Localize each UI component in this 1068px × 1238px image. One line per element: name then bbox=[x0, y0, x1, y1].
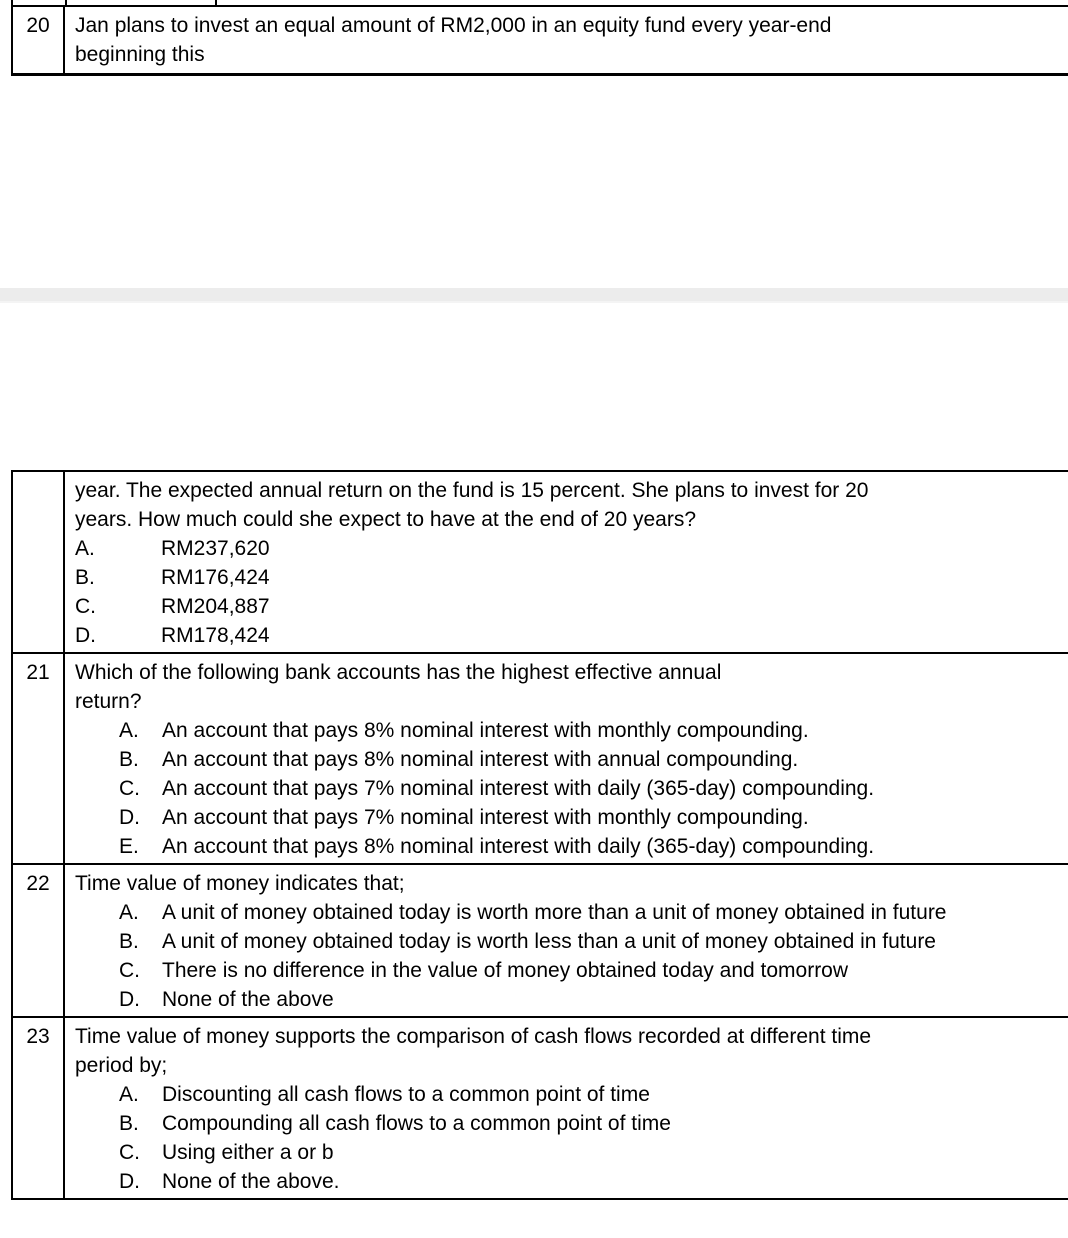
question-number: 22 bbox=[11, 865, 65, 1016]
option-text: Discounting all cash flows to a common point of time bbox=[162, 1083, 650, 1106]
option-item[interactable] bbox=[75, 563, 1062, 592]
cut-off-row-fragment bbox=[11, 0, 1068, 7]
option-list bbox=[75, 534, 1062, 650]
question-stem-line: period by; bbox=[75, 1054, 168, 1077]
option-item[interactable] bbox=[119, 927, 1062, 956]
option-item[interactable] bbox=[119, 1080, 1062, 1109]
option-label: B. bbox=[119, 930, 139, 953]
option-item[interactable] bbox=[119, 1109, 1062, 1138]
table-row bbox=[11, 7, 1068, 76]
option-item[interactable] bbox=[119, 898, 1062, 927]
question-number: 21 bbox=[11, 654, 65, 863]
table-row bbox=[11, 470, 1068, 652]
option-item[interactable] bbox=[119, 745, 1062, 774]
option-item[interactable] bbox=[75, 621, 1062, 650]
question-number: 20 bbox=[11, 7, 65, 73]
option-text: An account that pays 8% nominal interest with daily (365-day) compounding. bbox=[162, 835, 875, 858]
question-stem-line: Which of the following bank accounts has the highest effective annual bbox=[75, 661, 722, 684]
table-row bbox=[11, 1016, 1068, 1200]
question-body bbox=[65, 472, 1068, 652]
option-label: A. bbox=[119, 1083, 139, 1106]
question-stem-line: Time value of money indicates that; bbox=[75, 872, 405, 895]
option-item[interactable] bbox=[119, 956, 1062, 985]
option-text: Compounding all cash flows to a common point of time bbox=[162, 1112, 671, 1135]
option-item[interactable] bbox=[119, 774, 1062, 803]
option-text: An account that pays 8% nominal interest with monthly compounding. bbox=[162, 719, 809, 742]
option-text: RM178,424 bbox=[161, 624, 270, 647]
option-text: A unit of money obtained today is worth less than a unit of money obtained in future bbox=[162, 930, 936, 953]
question-number bbox=[11, 472, 65, 652]
option-item[interactable] bbox=[75, 534, 1062, 563]
option-label: D. bbox=[119, 806, 140, 829]
option-list bbox=[75, 898, 1062, 1014]
question-body bbox=[65, 865, 1068, 1016]
question-stem-line: return? bbox=[75, 690, 142, 713]
page-separator-band bbox=[0, 288, 1068, 303]
option-text: A unit of money obtained today is worth more than a unit of money obtained in future bbox=[162, 901, 947, 924]
question-body bbox=[65, 7, 1068, 73]
option-item[interactable] bbox=[119, 1138, 1062, 1167]
question-stem-line: beginning this bbox=[75, 43, 205, 66]
option-label: D. bbox=[119, 988, 140, 1011]
question-number: 23 bbox=[11, 1018, 65, 1198]
option-item[interactable] bbox=[119, 716, 1062, 745]
question-stem-line: Time value of money supports the comparison of cash flows recorded at different time bbox=[75, 1025, 872, 1048]
option-text: An account that pays 7% nominal interest with monthly compounding. bbox=[162, 806, 809, 829]
option-label: D. bbox=[119, 1170, 140, 1193]
option-item[interactable] bbox=[119, 985, 1062, 1014]
option-item[interactable] bbox=[75, 592, 1062, 621]
option-label: C. bbox=[75, 595, 96, 618]
question-block-20 bbox=[11, 7, 1068, 76]
table-row bbox=[11, 652, 1068, 863]
option-list bbox=[75, 1080, 1062, 1196]
option-text: RM237,620 bbox=[161, 537, 270, 560]
option-label: E. bbox=[119, 835, 139, 858]
option-item[interactable] bbox=[119, 803, 1062, 832]
question-stem-line: year. The expected annual return on the fund is 15 percent. She plans to invest for 20 bbox=[75, 479, 869, 502]
table-row bbox=[11, 863, 1068, 1016]
option-text: RM204,887 bbox=[161, 595, 270, 618]
option-label: C. bbox=[119, 959, 140, 982]
option-label: B. bbox=[119, 748, 139, 771]
option-list bbox=[75, 716, 1062, 861]
option-item[interactable] bbox=[119, 832, 1062, 861]
option-label: A. bbox=[119, 719, 139, 742]
option-text: An account that pays 7% nominal interest with daily (365-day) compounding. bbox=[162, 777, 875, 800]
option-text: None of the above. bbox=[162, 1170, 340, 1193]
option-text: Using either a or b bbox=[162, 1141, 334, 1164]
option-label: C. bbox=[119, 1141, 140, 1164]
option-text: RM176,424 bbox=[161, 566, 270, 589]
option-label: A. bbox=[75, 537, 95, 560]
question-body bbox=[65, 1018, 1068, 1198]
question-body bbox=[65, 654, 1068, 863]
option-text: An account that pays 8% nominal interest with annual compounding. bbox=[162, 748, 799, 771]
question-block-main bbox=[11, 470, 1068, 1200]
option-text: There is no difference in the value of money obtained today and tomorrow bbox=[162, 959, 849, 982]
option-label: C. bbox=[119, 777, 140, 800]
question-stem-line: Jan plans to invest an equal amount of RM2,000 in an equity fund every year-end bbox=[75, 14, 832, 37]
option-label: A. bbox=[119, 901, 139, 924]
option-label: D. bbox=[75, 624, 96, 647]
option-item[interactable] bbox=[119, 1167, 1062, 1196]
option-label: B. bbox=[119, 1112, 139, 1135]
option-text: None of the above bbox=[162, 988, 334, 1011]
option-label: B. bbox=[75, 566, 95, 589]
question-stem-line: years. How much could she expect to have at the end of 20 years? bbox=[75, 508, 697, 531]
